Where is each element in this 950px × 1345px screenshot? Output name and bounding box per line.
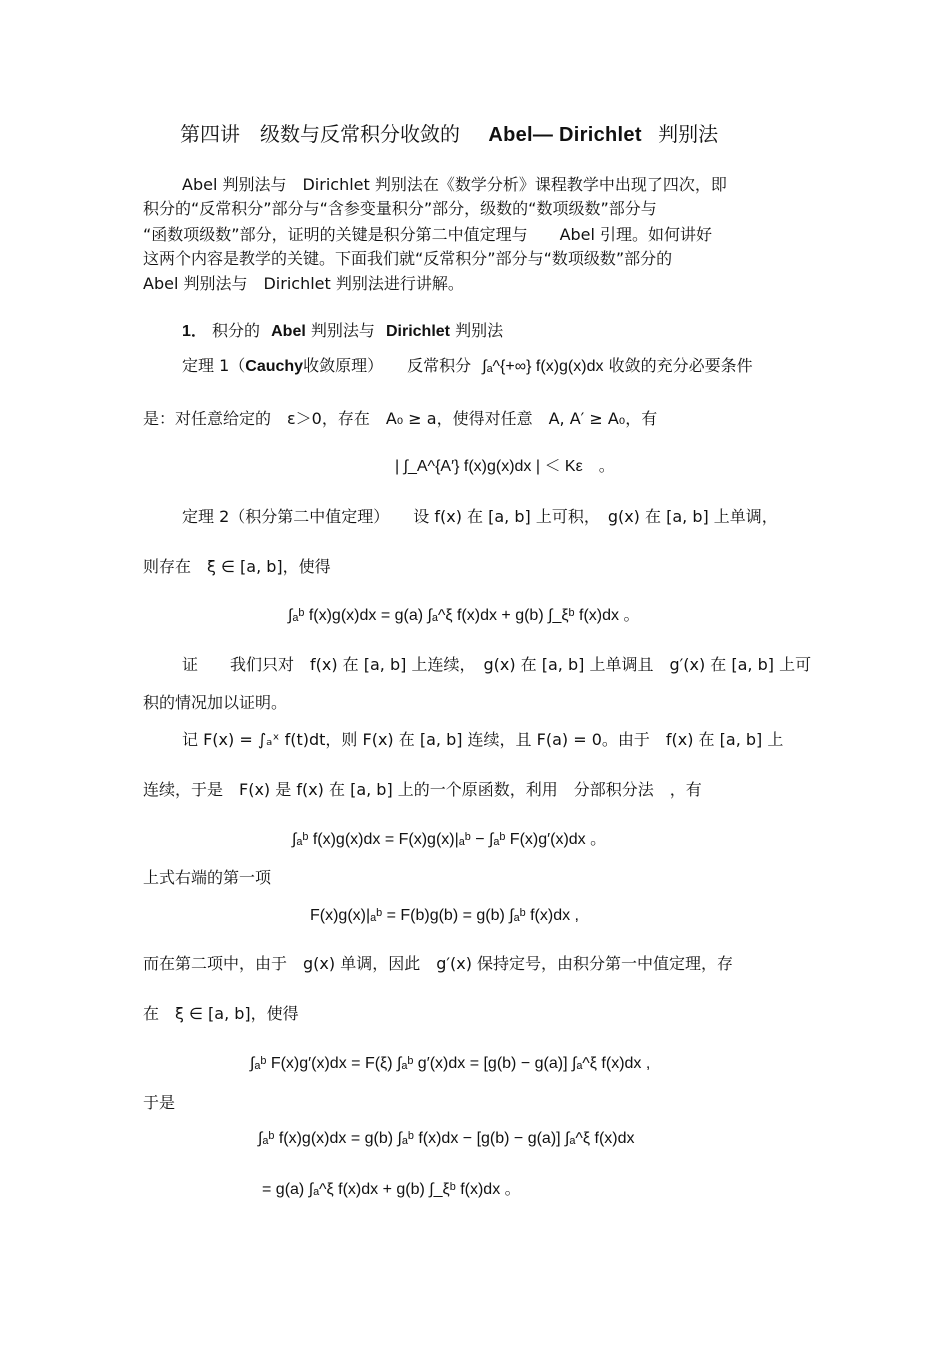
theorem-1-equation: | ∫_A^{A′} f(x)g(x)dx | ＜ Kε 。 [395, 458, 615, 475]
intro-line-5: Abel 判别法与 Dirichlet 判别法进行讲解。 [143, 274, 464, 293]
proof-line-7: 在 ξ ∈ [a, b]，使得 [143, 1004, 299, 1023]
proof-equation-2: F(x)g(x)|ₐᵇ = F(b)g(b) = g(b) ∫ₐᵇ f(x)dx , [310, 907, 579, 924]
theorem-1-cauchy: Cauchy [245, 358, 304, 375]
section-bold-b: Dirichlet [385, 323, 450, 340]
theorem-1-tail: 收敛的充分必要条件 [608, 356, 753, 375]
section-text-c: 判别法 [455, 321, 504, 340]
theorem-2-line-1: 定理 2（积分第二中值定理） 设 f(x) 在 [a, b] 上可积， g(x) 在 [a, b] 上单调， [182, 507, 778, 526]
intro-line-1: Abel 判别法与 Dirichlet 判别法在《数学分析》课程教学中出现了四次，即 [182, 175, 727, 194]
proof-equation-5: = g(a) ∫ₐ^ξ f(x)dx + g(b) ∫_ξᵇ f(x)dx 。 [262, 1181, 521, 1198]
section-heading-1 [182, 320, 503, 343]
section-number: 1． [182, 323, 207, 340]
title-tail: 判别法 [658, 122, 719, 146]
proof-line-8: 于是 [143, 1093, 176, 1112]
intro-line-2: 积分的“反常积分”部分与“含参变量积分”部分，级数的“数项级数”部分与 [143, 199, 657, 218]
theorem-2-equation: ∫ₐᵇ f(x)g(x)dx = g(a) ∫ₐ^ξ f(x)dx + g(b) ∫_ξᵇ f(x)dx 。 [288, 607, 640, 624]
section-text-a: 积分的 [212, 321, 261, 340]
proof-line-2: 积的情况加以证明。 [143, 693, 288, 712]
section-text-b: 判别法与 [310, 321, 375, 340]
intro-line-3: “函数项级数”部分，证明的关键是积分第二中值定理与 Abel 引理。如何讲好 [143, 225, 713, 244]
title-prefix: 第四讲 级数与反常积分收敛的 [180, 122, 460, 146]
proof-line-3: 记 F(x) = ∫ₐˣ f(t)dt，则 F(x) 在 [a, b] 连续，且 F(a) = 0。由于 f(x) 在 [a, b] 上 [182, 730, 784, 749]
proof-line-1: 证 我们只对 f(x) 在 [a, b] 上连续， g(x) 在 [a, b] 上单调且 g′(x) 在 [a, b] 上可 [182, 655, 812, 674]
theorem-1-rest: 收敛原理） 反常积分 [303, 356, 472, 375]
proof-equation-3: ∫ₐᵇ F(x)g′(x)dx = F(ξ) ∫ₐᵇ g′(x)dx = [g(b) − g(a)] ∫ₐ^ξ f(x)dx , [250, 1055, 651, 1072]
proof-line-4: 连续，于是 F(x) 是 f(x) 在 [a, b] 上的一个原函数，利用 分部积分法 ，有 [143, 780, 702, 799]
section-bold-a: Abel [271, 323, 306, 340]
page-title [180, 120, 718, 149]
theorem-1-line-1 [182, 355, 753, 378]
intro-line-4: 这两个内容是教学的关键。下面我们就“反常积分”部分与“数项级数”部分的 [143, 249, 673, 268]
title-bold: Abel— Dirichlet [488, 124, 642, 146]
theorem-1-lead: 定理 1（ [182, 356, 246, 375]
proof-equation-1: ∫ₐᵇ f(x)g(x)dx = F(x)g(x)|ₐᵇ − ∫ₐᵇ F(x)g′(x)dx 。 [292, 831, 607, 848]
proof-equation-4: ∫ₐᵇ f(x)g(x)dx = g(b) ∫ₐᵇ f(x)dx − [g(b) − g(a)] ∫ₐ^ξ f(x)dx [258, 1130, 635, 1147]
theorem-1-line-2: 是：对任意给定的 ε＞0，存在 A₀ ≥ a，使得对任意 A, A′ ≥ A₀，有 [143, 409, 658, 428]
proof-line-5: 上式右端的第一项 [143, 868, 272, 887]
theorem-2-line-2: 则存在 ξ ∈ [a, b]，使得 [143, 557, 331, 576]
proof-line-6: 而在第二项中，由于 g(x) 单调，因此 g′(x) 保持定号，由积分第一中值定理，存 [143, 954, 734, 973]
theorem-1-integral: ∫ₐ^{+∞} f(x)g(x)dx [482, 358, 604, 375]
